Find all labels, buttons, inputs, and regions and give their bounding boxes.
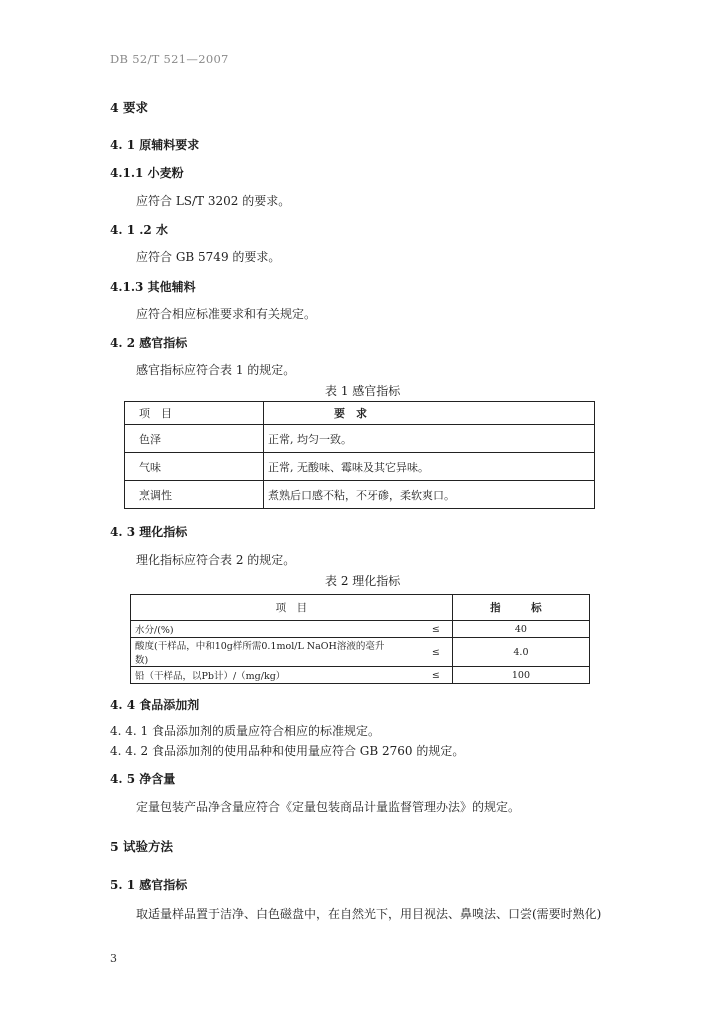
section-5-1-heading: 5. 1 感官指标 — [110, 878, 188, 892]
table-cell-value: 4.0 — [452, 638, 589, 667]
section-4-3-text: 理化指标应符合表 2 的规定。 — [136, 553, 296, 567]
table-header-row — [131, 595, 590, 621]
section-4-4-1-text: 4. 4. 1 食品添加剂的质量应符合相应的标准规定。 — [110, 724, 380, 738]
section-4-1-heading: 4. 1 原辅料要求 — [110, 138, 200, 152]
table-row — [125, 481, 595, 509]
page-number: 3 — [110, 952, 117, 965]
table-cell-symbol: ≤ — [397, 638, 453, 667]
table-cell-symbol: ≤ — [397, 621, 453, 638]
table-header-cell: 项 目 — [131, 595, 453, 621]
table-header-cell: 要 求 — [264, 402, 595, 425]
section-4-1-1-text: 应符合 LS/T 3202 的要求。 — [136, 194, 291, 208]
table-cell: 色泽 — [125, 425, 264, 453]
section-4-3-heading: 4. 3 理化指标 — [110, 525, 188, 539]
table-cell-value: 40 — [452, 621, 589, 638]
table-cell: 水分/(%) — [131, 621, 397, 638]
table-header-cell: 指 标 — [452, 595, 589, 621]
table-1-caption: 表 1 感官指标 — [325, 384, 401, 398]
table-header-row — [125, 402, 595, 425]
table-cell: 煮熟后口感不粘，不牙碜，柔软爽口。 — [264, 481, 595, 509]
section-5-heading: 5 试验方法 — [110, 839, 174, 854]
section-4-2-text: 感官指标应符合表 1 的规定。 — [136, 363, 296, 377]
table-cell: 酸度(干样品，中和10g样所需0.1mol/L NaOH溶液的毫升数) — [131, 638, 397, 667]
table-row — [125, 425, 595, 453]
section-4-1-1-heading: 4.1.1 小麦粉 — [110, 166, 184, 180]
section-4-1-3-heading: 4.1.3 其他辅料 — [110, 280, 196, 294]
table-row — [131, 667, 590, 684]
table-cell: 正常, 均匀一致。 — [264, 425, 595, 453]
table-row — [131, 621, 590, 638]
section-4-1-3-text: 应符合相应标准要求和有关规定。 — [136, 307, 317, 321]
section-4-heading: 4 要求 — [110, 100, 149, 115]
table-cell: 正常, 无酸味、霉味及其它异味。 — [264, 453, 595, 481]
table-cell-symbol: ≤ — [397, 667, 453, 684]
table-header-cell: 项 目 — [125, 402, 264, 425]
section-4-2-heading: 4. 2 感官指标 — [110, 336, 188, 350]
table-2-physicochemical — [130, 594, 590, 684]
table-1-sensory — [124, 401, 595, 509]
table-row — [131, 638, 590, 667]
section-4-5-heading: 4. 5 净含量 — [110, 772, 176, 786]
table-row — [125, 453, 595, 481]
document-header: DB 52/T 521—2007 — [110, 52, 229, 66]
table-2-caption: 表 2 理化指标 — [325, 574, 401, 588]
table-cell: 气味 — [125, 453, 264, 481]
section-4-4-2-text: 4. 4. 2 食品添加剂的使用品种和使用量应符合 GB 2760 的规定。 — [110, 744, 465, 758]
section-5-1-text: 取适量样品置于洁净、白色磁盘中，在自然光下，用目视法、鼻嗅法、口尝(需要时熟化) — [136, 907, 602, 921]
section-4-5-text: 定量包装产品净含量应符合《定量包装商品计量监督管理办法》的规定。 — [136, 800, 521, 814]
section-4-1-2-text: 应符合 GB 5749 的要求。 — [136, 250, 281, 264]
table-cell: 铅（干样品，以Pb计）/（mg/kg） — [131, 667, 397, 684]
section-4-4-heading: 4. 4 食品添加剂 — [110, 698, 200, 712]
table-cell-value: 100 — [452, 667, 589, 684]
table-cell: 烹调性 — [125, 481, 264, 509]
section-4-1-2-heading: 4. 1 .2 水 — [110, 223, 168, 237]
